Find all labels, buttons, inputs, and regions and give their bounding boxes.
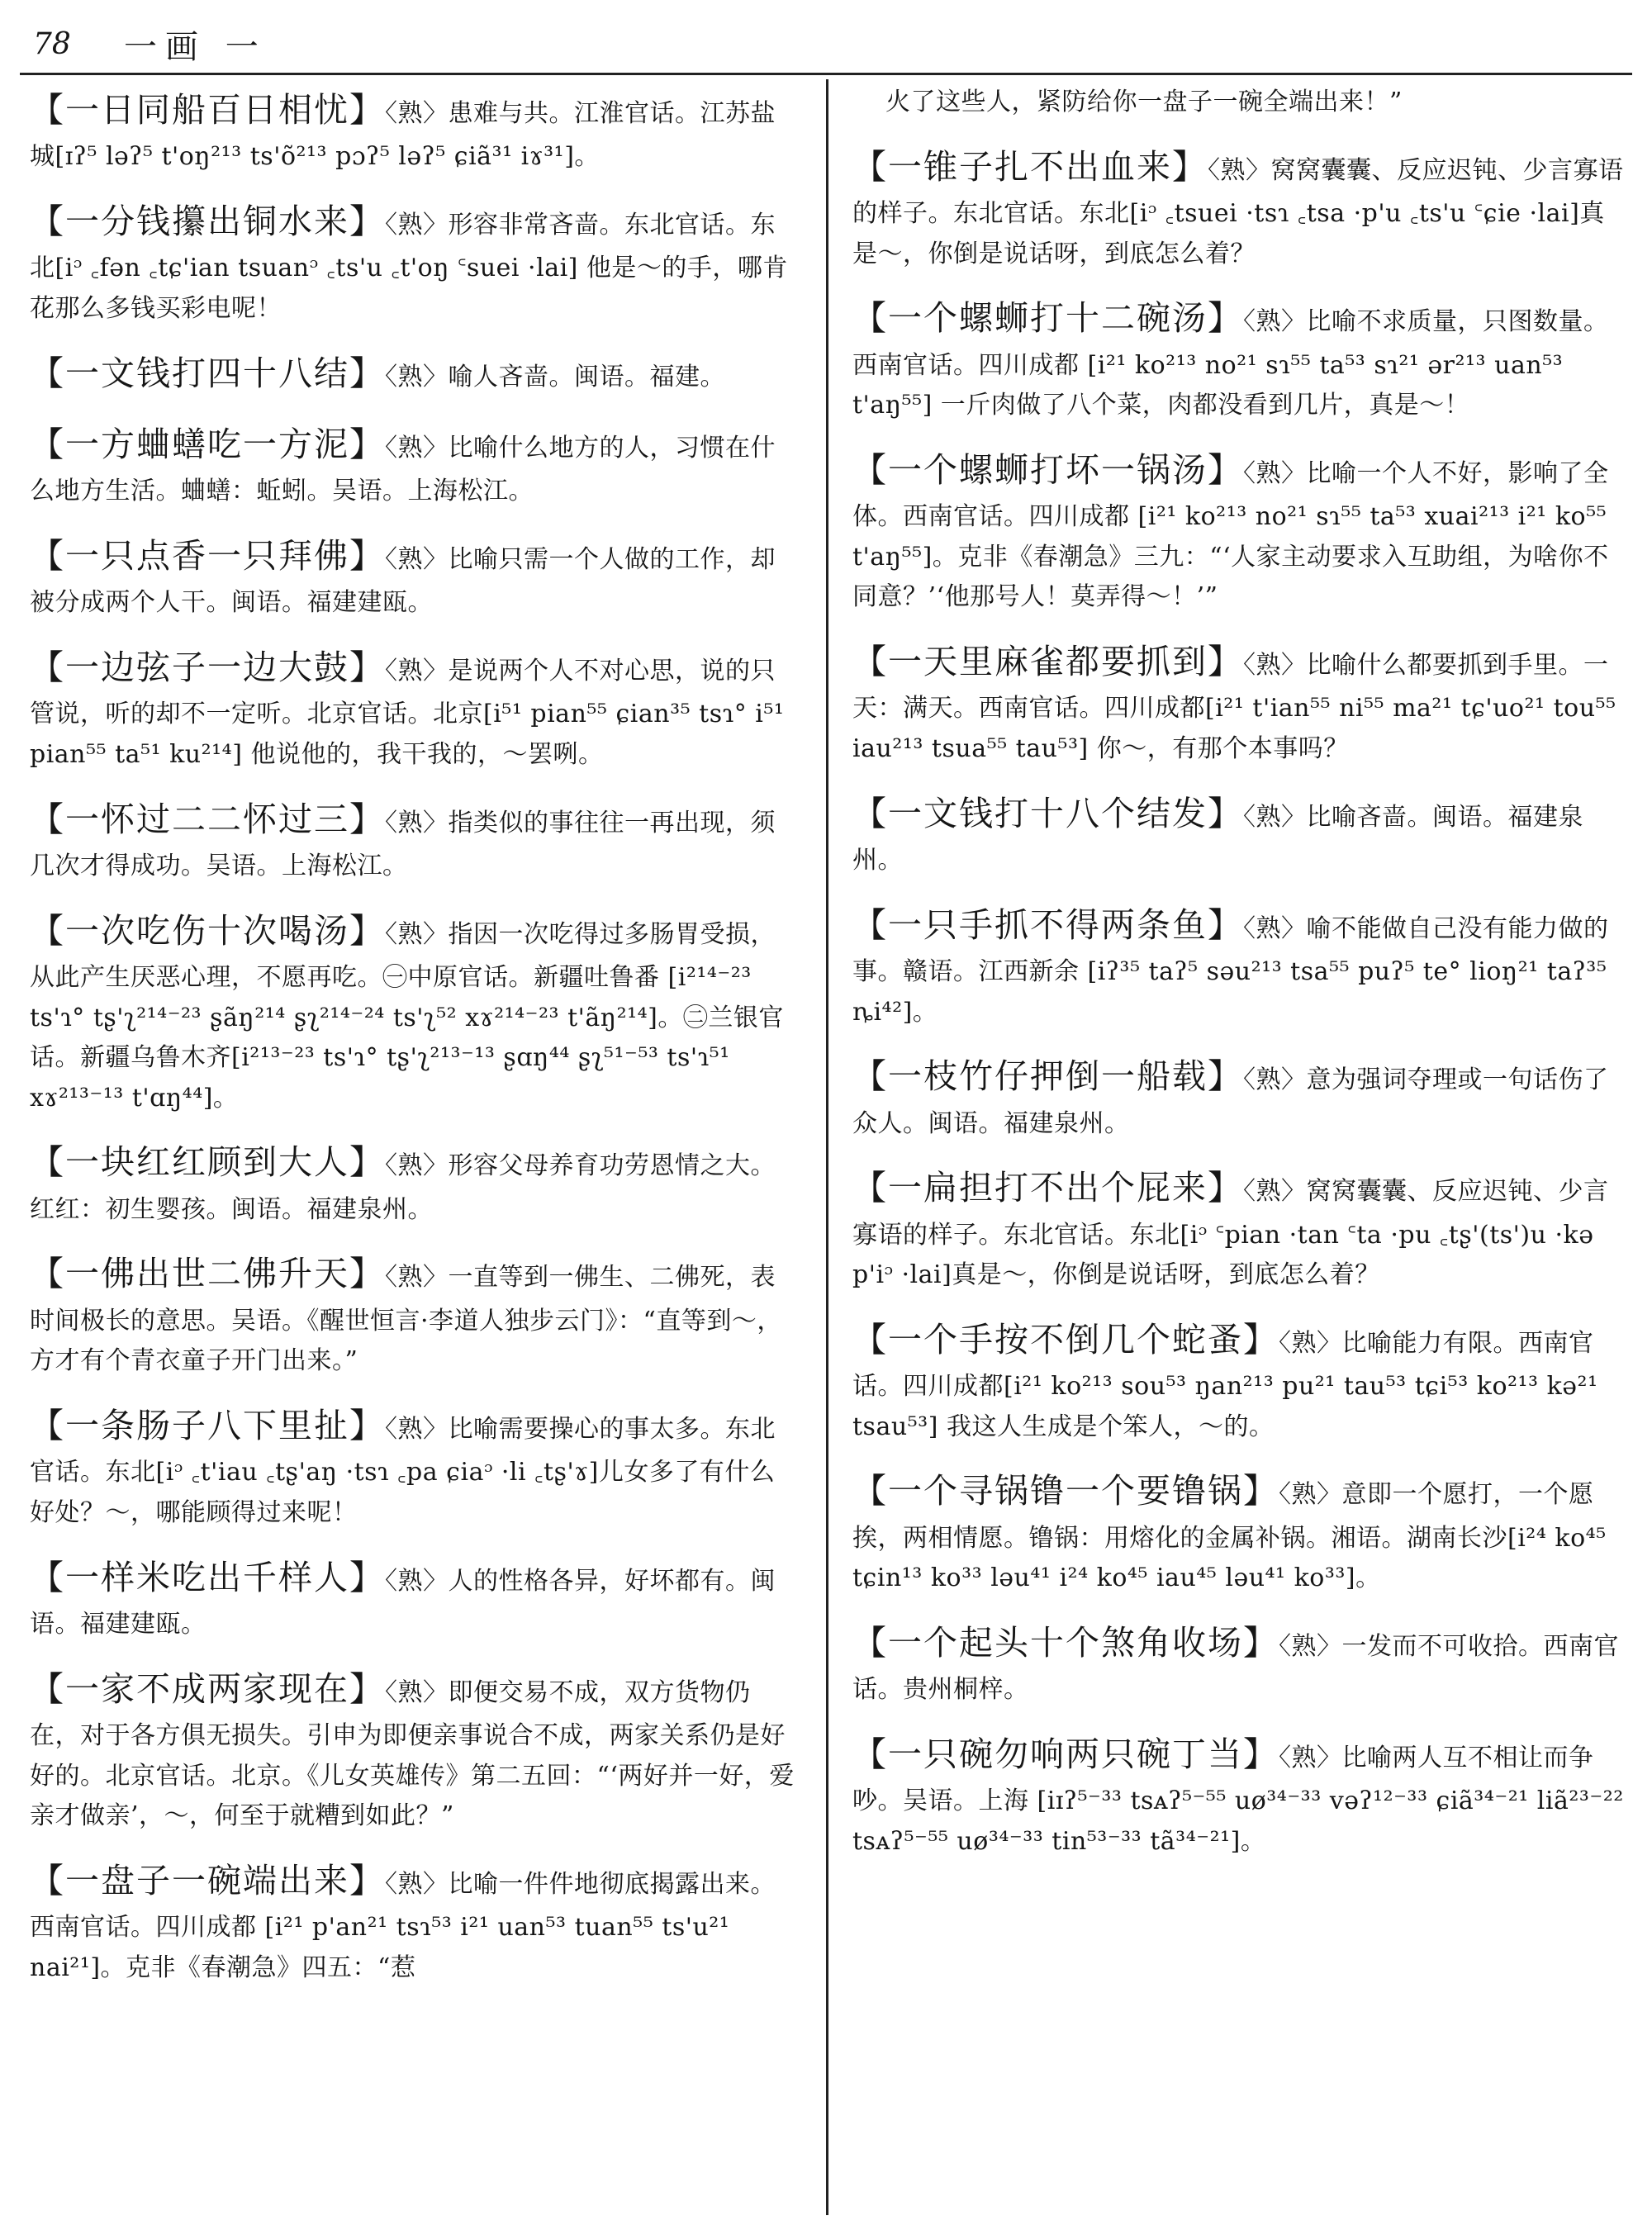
dictionary-entry [30,346,795,401]
entry-body: 〈熟〉比喻不求质量，只图数量。西南官话。四川成都 [i²¹ ko²¹³ no²¹ sɿ⁵⁵ ta⁵³ sɿ²¹ ər²¹³ uan⁵³ t'aŋ⁵⁵] 一斤肉做了八个菜，肉都没看到几片，真是～！ [852,307,1609,420]
entry-headword: 【一个手按不倒几个蛇蚤】 [852,1319,1279,1359]
entry-headword: 【一枝竹仔押倒一船载】 [852,1056,1243,1097]
entry-headword: 【一个起头十个煞角收场】 [852,1622,1279,1663]
entry-body: 〈熟〉一发而不可收拾。西南官话。贵州桐梓。 [852,1631,1619,1705]
entry-headword: 【一文钱打四十八结】 [30,353,385,393]
dictionary-entry [852,898,1626,1033]
dictionary-entry [30,529,795,624]
entry-headword: 【一只手抓不得两条鱼】 [852,904,1243,945]
dictionary-entry [30,792,795,887]
entry-headword: 【一只碗勿响两只碗丁当】 [852,1734,1279,1774]
entry-body: 〈熟〉患难与共。江淮官话。江苏盐城[ɪʔ⁵ ləʔ⁵ t'oŋ²¹³ ts'õ²¹³ pɔʔ⁵ ləʔ⁵ ɕiã³¹ iɤ³¹]。 [30,99,776,172]
entry-headword: 【一个寻锅镥一个要镥锅】 [852,1471,1279,1511]
entry-body: 〈熟〉比喻什么地方的人，习惯在什么地方生活。蛐蟮：蚯蚓。吴语。上海松江。 [30,434,776,506]
entry-body: 〈熟〉窝窝囊囊、反应迟钝、少言寡语的样子。东北官话。东北[iᵓ ꜀tsuei ·tsɿ ꜀tsa ·p'u ꜀ts'u ꜂ɕie ·lai]真是～，你倒是说话呀，到底怎么着？ [852,155,1624,268]
entry-headword: 【一样米吃出千样人】 [30,1557,385,1597]
dictionary-entry [30,640,795,776]
entry-headword: 【一只点香一只拜佛】 [30,536,385,576]
dictionary-entry [30,1550,795,1645]
entry-headword: 【一个螺蛳打十二碗汤】 [852,298,1243,339]
entry-body: 〈熟〉比喻只需一个人做的工作，却被分成两个人干。闽语。福建建瓯。 [30,545,776,618]
dictionary-entry [30,417,795,512]
dictionary-entry [852,1616,1626,1710]
dictionary-entry [30,1135,795,1230]
entry-body: 〈熟〉一直等到一佛生、二佛死，表时间极长的意思。吴语。《醒世恒言·李道人独步云门》：“直等到～，方才有个青衣童子开门出来。” [30,1263,782,1376]
entry-headword: 【一家不成两家现在】 [30,1668,385,1709]
dictionary-entry [30,194,795,330]
running-head: 一画 一 [124,27,267,66]
entry-headword: 【一块红红顾到大人】 [30,1142,385,1183]
page-header [33,17,1619,71]
entry-headword: 【一文钱打十八个结发】 [852,793,1243,833]
column-divider [826,79,828,2215]
entry-headword: 【一分钱攥出铜水来】 [30,202,385,241]
dictionary-entry [852,1464,1626,1599]
entry-body: 〈熟〉指因一次吃得过多肠胃受损，从此产生厌恶心理，不愿再吃。㊀中原官话。新疆吐鲁番 [i²¹⁴⁻²³ ts'ɿ° tʂ'ʅ²¹⁴⁻²³ ʂãŋ²¹⁴ ʂʅ²¹⁴⁻²⁴ ts'ʅ⁵² xɤ²¹⁴⁻²³ t'ãŋ²¹⁴]。㊁兰银官话。新疆乌鲁木齐[i²¹³⁻²³ ts'ɿ° tʂ'ʅ²¹³⁻¹³ ʂɑŋ⁴⁴ ʂʅ⁵¹⁻⁵³ ts'ɿ⁵¹ xɤ²¹³⁻¹³ t'ɑŋ⁴⁴]。 [30,919,784,1113]
entry-body: 〈熟〉比喻一个人不好，影响了全体。西南官话。四川成都 [i²¹ ko²¹³ no²¹ sɿ⁵⁵ ta⁵³ xuai²¹³ i²¹ ko⁵⁵ t'aŋ⁵⁵]。克非《春潮急》三九：“‘人家主动要求入互助组，为啥你不同意？’‘他那号人！莫弄得～！’” [852,458,1609,612]
entry-headword: 【一扁担打不出个屁来】 [852,1168,1243,1208]
entry-body: 〈熟〉比喻需要操心的事太多。东北官话。东北[iᵓ ꜀t'iau ꜀tʂ'aŋ ·tsɿ ꜀pa ɕiaᵓ ·li ꜀tʂ'ɤ]儿女多了有什么好处？～，哪能顾得过来呢！ [30,1414,776,1527]
dictionary-entry [852,1160,1626,1296]
dictionary-entry [30,904,795,1119]
entry-body: 〈熟〉喻不能做自己没有能力做的事。赣语。江西新余 [iʔ³⁵ taʔ⁵ səu²¹³ tsa⁵⁵ puʔ⁵ te° lioŋ²¹ taʔ³⁵ ȵi⁴²]。 [852,913,1609,1027]
header-rule [20,73,1632,75]
entry-body: 〈熟〉比喻一件件地彻底揭露出来。西南官话。四川成都 [i²¹ p'an²¹ tsɿ⁵³ i²¹ uan⁵³ tuan⁵⁵ ts'u²¹ nai²¹]。克非《春潮急》四五：“惹 [30,1869,776,1982]
dictionary-entry [852,1312,1626,1448]
entry-headword: 【一佛出世二佛升天】 [30,1254,385,1294]
dictionary-entry [30,1853,795,1989]
entry-body: 〈熟〉指类似的事往往一再出现，须几次才得成功。吴语。上海松江。 [30,808,776,880]
entry-headword: 【一方蛐蟮吃一方泥】 [30,425,385,464]
dictionary-entry [852,634,1626,770]
entry-body: 〈熟〉形容父母养育功劳恩情之大。红红：初生婴孩。闽语。福建泉州。 [30,1151,776,1224]
entry-body: 〈熟〉比喻两人互不相让而争吵。吴语。上海 [iɪʔ⁵⁻³³ tsᴀʔ⁵⁻⁵⁵ uø³⁴⁻³³ vəʔ¹²⁻³³ ɕiã³⁴⁻²¹ liã²³⁻²² tsᴀʔ⁵⁻⁵⁵ uø³⁴⁻³³ tin⁵³⁻³³ tã³⁴⁻²¹]。 [852,1743,1624,1856]
dictionary-entry [852,1049,1626,1144]
entry-headword: 【一边弦子一边大鼓】 [30,648,385,687]
entry-headword: 【一个螺蛳打坏一锅汤】 [852,449,1243,490]
entry-headword: 【一盘子一碗端出来】 [30,1860,385,1900]
entry-body: 〈熟〉是说两个人不对心思，说的只管说，听的却不一定听。北京官话。北京[i⁵¹ pian⁵⁵ ɕian³⁵ tsɿ° i⁵¹ pian⁵⁵ ta⁵¹ ku²¹⁴] 他说他的，我干我的，～罢咧。 [30,657,785,769]
entry-body: 〈熟〉比喻吝啬。闽语。福建泉州。 [852,802,1583,875]
right-column [852,83,1626,2222]
entry-body: 〈熟〉比喻能力有限。西南官话。四川成都[i²¹ ko²¹³ sou⁵³ ŋan²¹³ pu²¹ tau⁵³ tɕi⁵³ ko²¹³ kə²¹ tsau⁵³] 我这人生成是个笨人，～的。 [852,1328,1598,1441]
entry-headword: 【一日同船百日相忧】 [30,90,385,130]
entry-body: 〈熟〉喻人吝啬。闽语。福建。 [385,362,725,391]
dictionary-entry [852,443,1626,618]
entry-body: 〈熟〉意为强词夺理或一句话伤了众人。闽语。福建泉州。 [852,1065,1609,1138]
dictionary-entry [30,83,795,178]
dictionary-entry [30,1398,795,1534]
entry-body: 〈熟〉形容非常吝啬。东北官话。东北[iᵓ ꜀fən ꜀tɕ'ian tsuanᵓ ꜀ts'u ꜀t'oŋ ꜂suei ·lai] 他是～的手，哪肯花那么多钱买彩电呢！ [30,211,788,323]
page-number: 78 [33,26,71,61]
entry-body: 〈熟〉窝窝囊囊、反应迟钝、少言寡语的样子。东北官话。东北[iᵓ ꜂pian ·tan ꜂ta ·pu ꜀tʂ'(ts')u ·kə p'iᵓ ·lai]真是～，你倒是说话呀，到底怎么着？ [852,1177,1609,1290]
dictionary-entry [852,786,1626,881]
dictionary-entry [852,140,1626,275]
entry-body: 〈熟〉比喻什么都要抓到手里。一天：满天。西南官话。四川成都[i²¹ t'ian⁵⁵ ni⁵⁵ ma²¹ tɕ'uo²¹ tou⁵⁵ iau²¹³ tsua⁵⁵ tau⁵³] 你～，有那个本事吗？ [852,650,1616,763]
entry-headword: 【一锥子扎不出血来】 [852,146,1208,187]
entry-headword: 【一天里麻雀都要抓到】 [852,641,1243,681]
dictionary-entry [30,1662,795,1837]
entry-headword: 【一次吃伤十次喝汤】 [30,910,385,951]
entry-body: 〈熟〉意即一个愿打，一个愿挨，两相情愿。镥锅：用熔化的金属补锅。湘语。湖南长沙[i²⁴ ko⁴⁵ tɕin¹³ ko³³ ləu⁴¹ i²⁴ ko⁴⁵ iau⁴⁵ ləu⁴¹ ko³³]。 [852,1480,1607,1593]
entry-headword: 【一怀过二二怀过三】 [30,799,385,839]
entry-body: 〈熟〉即便交易不成，双方货物仍在，对于各方俱无损失。引申为即便亲事说合不成，两家关系仍是好好的。北京官话。北京。《儿女英雄传》第二五回：“‘两好并一好，爱亲才做亲’，～，何至于就糟到如此？” [30,1677,795,1831]
dictionary-entry [30,1246,795,1382]
dictionary-entry [852,1727,1626,1862]
entry-body: 〈熟〉人的性格各异，好坏都有。闽语。福建建瓯。 [30,1566,776,1639]
dictionary-entry [852,291,1626,426]
entry-continuation: 火了这些人，紧防给你一盘子一碗全端出来！” [885,88,1403,116]
entry-headword: 【一条肠子八下里扯】 [30,1405,385,1445]
left-column [30,83,795,2222]
